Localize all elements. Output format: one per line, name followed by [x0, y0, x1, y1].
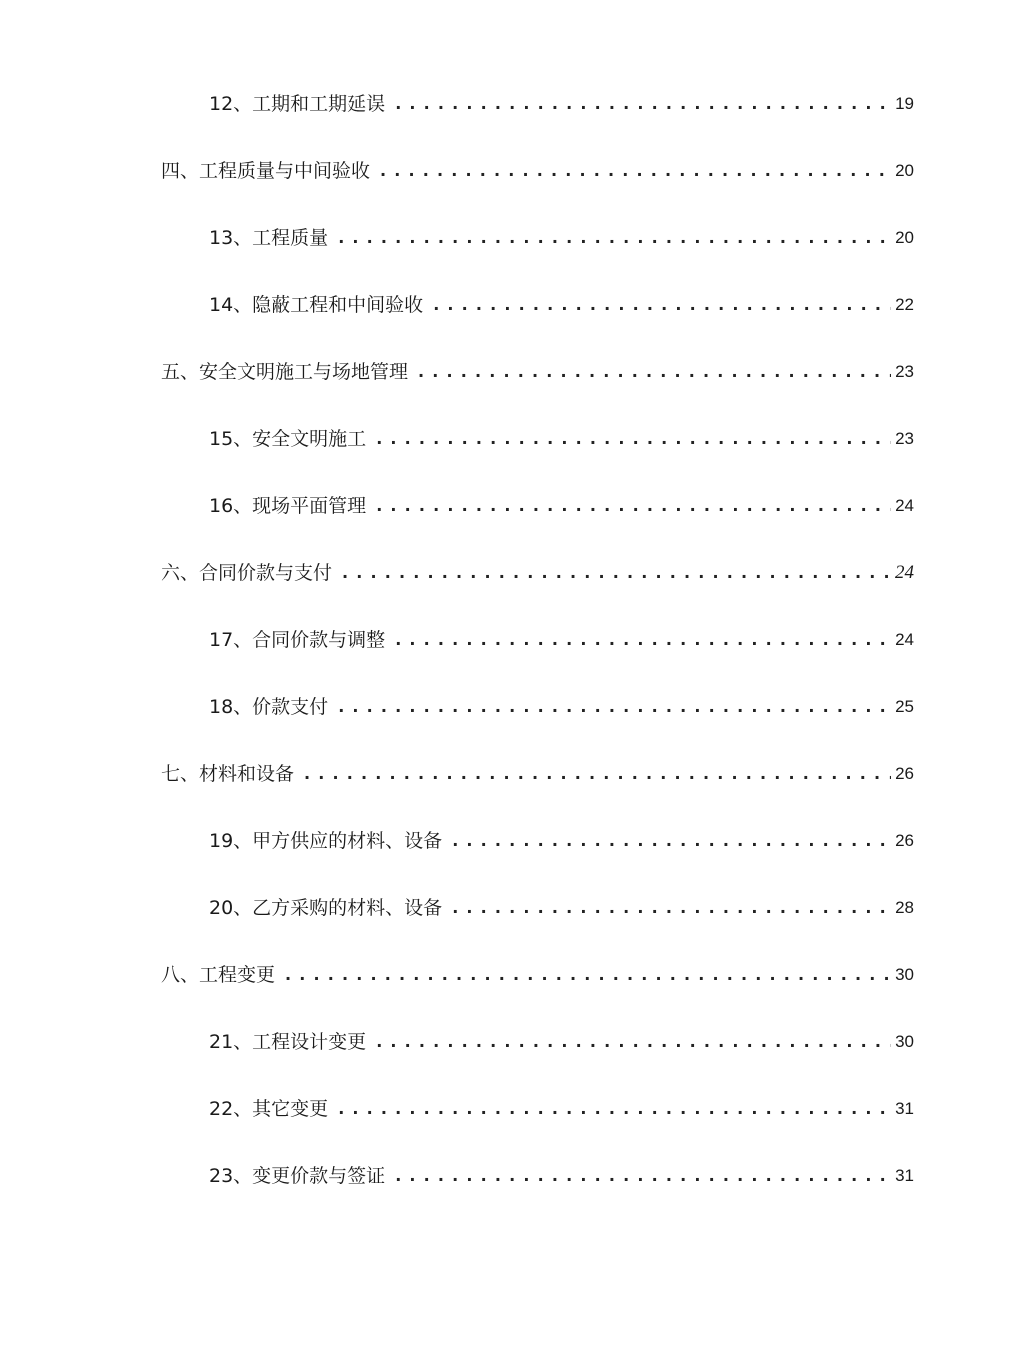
toc-dot-leader — [395, 1161, 891, 1191]
toc-dot-leader — [342, 558, 891, 588]
toc-page-number: 28 — [895, 898, 914, 917]
toc-page-number: 22 — [895, 295, 914, 314]
toc-dot-leader — [285, 960, 891, 990]
toc-page-number: 24 — [895, 496, 914, 515]
toc-entry-label: 23、变更价款与签证 — [209, 1165, 386, 1187]
toc-page-number: 24 — [895, 630, 914, 649]
toc-entry-label: 19、甲方供应的材料、设备 — [209, 830, 443, 852]
toc-page-number: 20 — [895, 161, 914, 180]
toc-dot-leader — [452, 893, 891, 923]
toc-entry-14 — [209, 290, 914, 320]
toc-page-number: 30 — [895, 965, 914, 984]
toc-entry-15 — [209, 424, 914, 454]
toc-entry-17 — [209, 625, 914, 655]
toc-dot-leader — [338, 1094, 891, 1124]
toc-entry-label: 20、乙方采购的材料、设备 — [209, 897, 443, 919]
toc-page-number: 31 — [895, 1166, 914, 1185]
toc-entry-label: 17、合同价款与调整 — [209, 629, 386, 651]
toc-entry-20 — [209, 893, 914, 923]
toc-entry-label: 七、材料和设备 — [161, 763, 295, 785]
toc-entry-label: 五、安全文明施工与场地管理 — [161, 361, 409, 383]
toc-entry-label: 18、价款支付 — [209, 696, 329, 718]
toc-entry-section-5 — [161, 357, 914, 387]
toc-entry-21 — [209, 1027, 914, 1057]
toc-dot-leader — [338, 223, 891, 253]
toc-page-number: 26 — [895, 831, 914, 850]
toc-entry-22 — [209, 1094, 914, 1124]
toc-entry-label: 16、现场平面管理 — [209, 495, 367, 517]
toc-entry-12 — [209, 89, 914, 119]
toc-dot-leader — [304, 759, 891, 789]
toc-entry-19 — [209, 826, 914, 856]
toc-entry-label: 12、工期和工期延误 — [209, 93, 386, 115]
toc-entry-section-8 — [161, 960, 914, 990]
toc-page-number: 31 — [895, 1099, 914, 1118]
toc-page-number: 26 — [895, 764, 914, 783]
toc-dot-leader — [380, 156, 891, 186]
toc-entry-section-6 — [161, 558, 914, 588]
toc-dot-leader — [395, 625, 891, 655]
toc-dot-leader — [418, 357, 891, 387]
toc-page-number: 23 — [895, 362, 914, 381]
toc-entry-label: 六、合同价款与支付 — [161, 562, 333, 584]
toc-entry-label: 13、工程质量 — [209, 227, 329, 249]
toc-entry-label: 21、工程设计变更 — [209, 1031, 367, 1053]
toc-dot-leader — [338, 692, 891, 722]
toc-entry-section-4 — [161, 156, 914, 186]
toc-page-number: 30 — [895, 1032, 914, 1051]
toc-entry-23 — [209, 1161, 914, 1191]
toc-entry-section-7 — [161, 759, 914, 789]
toc-entry-label: 八、工程变更 — [161, 964, 276, 986]
toc-dot-leader — [376, 424, 891, 454]
toc-page-number: 20 — [895, 228, 914, 247]
toc-entry-label: 四、工程质量与中间验收 — [161, 160, 371, 182]
toc-dot-leader — [376, 1027, 891, 1057]
toc-entry-16 — [209, 491, 914, 521]
toc-entry-13 — [209, 223, 914, 253]
toc-dot-leader — [433, 290, 891, 320]
toc-entry-18 — [209, 692, 914, 722]
toc-entry-label: 14、隐蔽工程和中间验收 — [209, 294, 424, 316]
toc-entry-label: 15、安全文明施工 — [209, 428, 367, 450]
toc-dot-leader — [395, 89, 891, 119]
toc-page-number: 24 — [895, 562, 914, 583]
toc-dot-leader — [376, 491, 891, 521]
toc-page-number: 19 — [895, 94, 914, 113]
toc-page-number: 23 — [895, 429, 914, 448]
toc-dot-leader — [452, 826, 891, 856]
toc-entry-label: 22、其它变更 — [209, 1098, 329, 1120]
toc-page-number: 25 — [895, 697, 914, 716]
